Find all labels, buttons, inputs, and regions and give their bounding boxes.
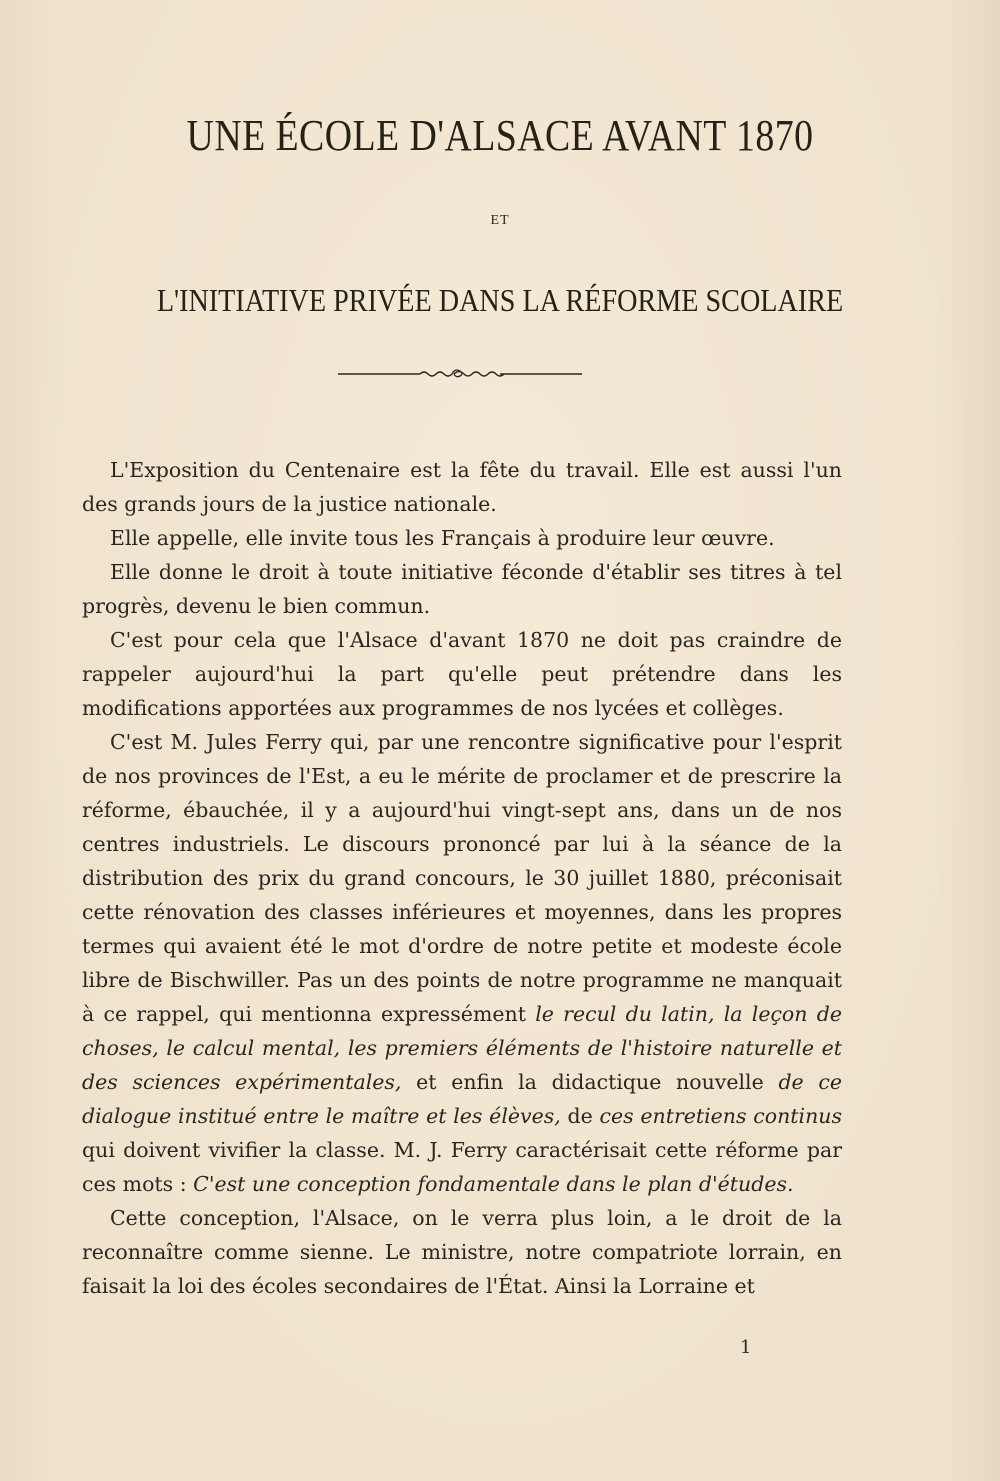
paragraph: Elle donne le droit à toute initiative féconde d'établir ses titres à tel progrès, devenu le bien commun. xyxy=(82,560,842,618)
paragraph xyxy=(82,725,842,1201)
ornamental-divider xyxy=(338,364,582,382)
text-run: et enfin la didactique nouvelle xyxy=(401,1070,779,1094)
text-run: qui doivent vivifier la classe. M. J. Ferry caractérisait cette réforme par ces mots : xyxy=(82,1138,842,1196)
italic-run: ces entretiens continus xyxy=(599,1104,842,1128)
body-text xyxy=(82,453,842,1303)
paragraph: Elle appelle, elle invite tous les Français à produire leur œuvre. xyxy=(110,526,775,550)
text-run: de xyxy=(560,1104,600,1128)
page-title: UNE ÉCOLE D'ALSACE AVANT 1870 xyxy=(186,111,814,160)
paragraph: L'Exposition du Centenaire est la fête du travail. Elle est aussi l'un des grands jours de la justice nationale. xyxy=(82,458,842,516)
page-number: 1 xyxy=(740,1337,752,1358)
paragraph: C'est pour cela que l'Alsace d'avant 1870 ne doit pas craindre de rappeler aujourd'hui la part qu'elle peut prétendre dans les modifications apportées aux programmes de nos lycées et collèges. xyxy=(82,628,842,720)
paragraph: Cette conception, l'Alsace, on le verra plus loin, a le droit de la reconnaître comme sienne. Le ministre, notre compatriote lorrain, en faisait la loi des écoles secondaires de l'État. Ainsi la Lorraine et xyxy=(82,1206,842,1298)
page-subtitle: L'INITIATIVE PRIVÉE DANS LA RÉFORME SCOLAIRE xyxy=(156,282,844,318)
text-run: C'est M. Jules Ferry qui, par une rencontre significative pour l'esprit de nos provinces de l'Est, a eu le mérite de proclamer et de prescrire la réforme, ébauchée, il y a aujourd'hui vingt-sept ans, dans un de nos centres industriels. Le discours prononcé par lui à la séance de la distribution des prix du grand concours, le 30 juillet 1880, préconisait cette rénovation des classes inférieures et moyennes, dans les propres termes qui avaient été le mot d'ordre de notre petite et modeste école libre de Bischwiller. Pas un des points de notre programme ne manquait à ce rappel, qui mentionna expressément xyxy=(82,730,842,1026)
title-conjunction: ET xyxy=(490,213,510,228)
italic-run: de ce dialogue institué entre le maître et les élèves, xyxy=(82,1070,842,1128)
italic-run: C'est une conception fondamentale dans le plan d'études. xyxy=(193,1172,794,1196)
italic-run: le recul du latin, la leçon de choses, le calcul mental, les premiers éléments de l'histoire naturelle et des sciences expérimentales, xyxy=(82,1002,842,1094)
